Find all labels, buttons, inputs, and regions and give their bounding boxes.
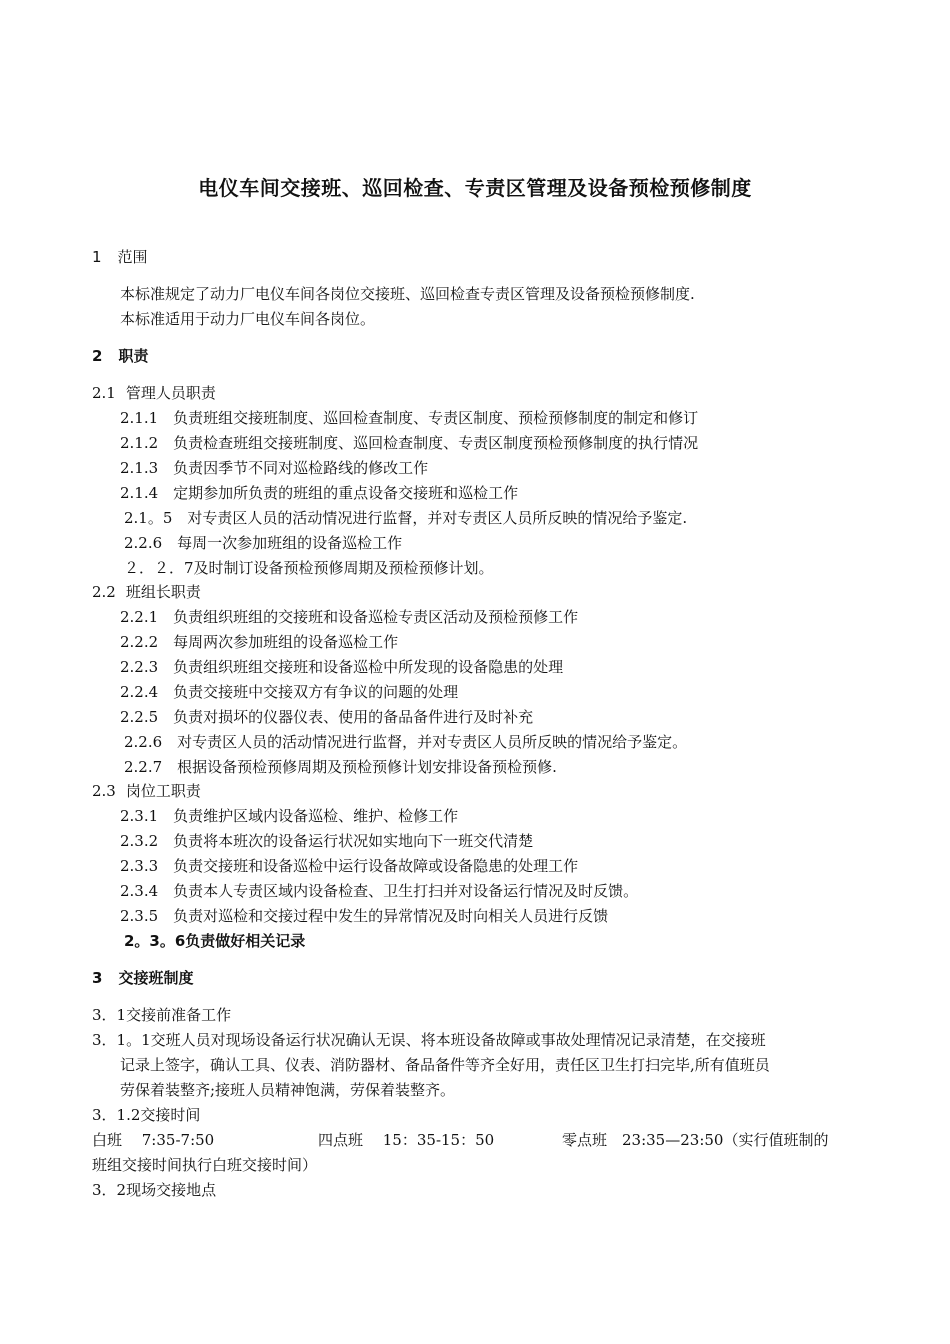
list-item: 2.3.2 负责将本班次的设备运行状况如实地向下一班交代清楚 [120, 832, 534, 850]
list-item: 2。3。6负责做好相关记录 [124, 932, 306, 950]
list-item: 2.2.7 根据设备预检预修周期及预检预修计划安排设备预检预修. [124, 758, 557, 776]
paragraph-continuation: 班组交接时间执行白班交接时间） [92, 1156, 318, 1174]
section-number: 3 [92, 969, 103, 987]
document-title: 电仪车间交接班、巡回检查、专责区管理及设备预检预修制度 [198, 176, 752, 200]
list-item: ２．２．7及时制订设备预检预修周期及预检预修计划。 [124, 559, 494, 577]
subsection-number: 2.1 [92, 384, 116, 402]
subsection-number: 2.3 [92, 782, 116, 800]
paragraph-continuation: 劳保着装整齐;接班人员精神饱满，劳保着装整齐。 [120, 1081, 456, 1099]
section-2-heading [92, 346, 148, 366]
paragraph: 3．1.2交接时间 [92, 1106, 201, 1124]
paragraph: 本标准适用于动力厂电仪车间各岗位。 [120, 310, 376, 328]
list-item: 2.2.4 负责交接班中交接双方有争议的问题的处理 [120, 683, 459, 701]
section-title: 交接班制度 [118, 969, 194, 987]
paragraph-continuation: 记录上签字，确认工具、仪表、消防器材、备品备件等齐全好用，责任区卫生打扫完毕,所有值班员 [120, 1056, 770, 1074]
paragraph: 3．1交接前准备工作 [92, 1006, 232, 1024]
list-item: 2.2.6 对专责区人员的活动情况进行监督，并对专责区人员所反映的情况给予鉴定。 [124, 733, 688, 751]
subsection-2-3-heading [92, 781, 201, 801]
list-item: 2.1.3 负责因季节不同对巡检路线的修改工作 [120, 459, 429, 477]
list-item: 2.1.4 定期参加所负责的班组的重点设备交接班和巡检工作 [120, 484, 519, 502]
paragraph: 本标准规定了动力厂电仪车间各岗位交接班、巡回检查专责区管理及设备预检预修制度. [120, 285, 695, 303]
list-item: 2.1。5 对专责区人员的活动情况进行监督，并对专责区人员所反映的情况给予鉴定. [124, 509, 688, 527]
list-item: 2.2.2 每周两次参加班组的设备巡检工作 [120, 633, 399, 651]
section-title: 职责 [118, 347, 149, 365]
subsection-title: 岗位工职责 [125, 782, 201, 800]
section-number: 2 [92, 347, 103, 365]
section-number: 1 [92, 248, 102, 266]
list-item: 2.3.1 负责维护区域内设备巡检、维护、检修工作 [120, 807, 459, 825]
subsection-2-2-heading [92, 582, 201, 602]
subsection-number: 2.2 [92, 583, 116, 601]
list-item: 2.2.6 每周一次参加班组的设备巡检工作 [124, 534, 403, 552]
subsection-2-1-heading [92, 383, 216, 403]
list-item: 2.2.3 负责组织班组交接班和设备巡检中所发现的设备隐患的处理 [120, 658, 564, 676]
paragraph: 3．1。1交班人员对现场设备运行状况确认无误、将本班设备故障或事故处理情况记录清楚，在交接班 [92, 1031, 766, 1049]
subsection-title: 班组长职责 [125, 583, 201, 601]
list-item: 2.3.4 负责本人专责区域内设备检查、卫生打扫并对设备运行情况及时反馈。 [120, 882, 639, 900]
list-item: 2.2.5 负责对损坏的仪器仪表、使用的备品备件进行及时补充 [120, 708, 534, 726]
section-1-heading [92, 247, 148, 267]
section-title: 范围 [117, 248, 148, 266]
paragraph: 3．2现场交接地点 [92, 1181, 217, 1199]
shift-night: 零点班 23:35—23:50（实行值班制的 [562, 1131, 829, 1149]
list-item: 2.3.3 负责交接班和设备巡检中运行设备故障或设备隐患的处理工作 [120, 857, 579, 875]
shift-day: 白班 7:35-7:50 [92, 1131, 215, 1149]
shift-afternoon: 四点班 15：35-15：50 [318, 1131, 495, 1149]
list-item: 2.1.1 负责班组交接班制度、巡回检查制度、专责区制度、预检预修制度的制定和修订 [120, 409, 699, 427]
section-3-heading [92, 968, 193, 988]
list-item: 2.1.2 负责检查班组交接班制度、巡回检查制度、专责区制度预检预修制度的执行情况 [120, 434, 699, 452]
list-item: 2.3.5 负责对巡检和交接过程中发生的异常情况及时向相关人员进行反馈 [120, 907, 609, 925]
list-item: 2.2.1 负责组织班组的交接班和设备巡检专责区活动及预检预修工作 [120, 608, 579, 626]
subsection-title: 管理人员职责 [125, 384, 216, 402]
